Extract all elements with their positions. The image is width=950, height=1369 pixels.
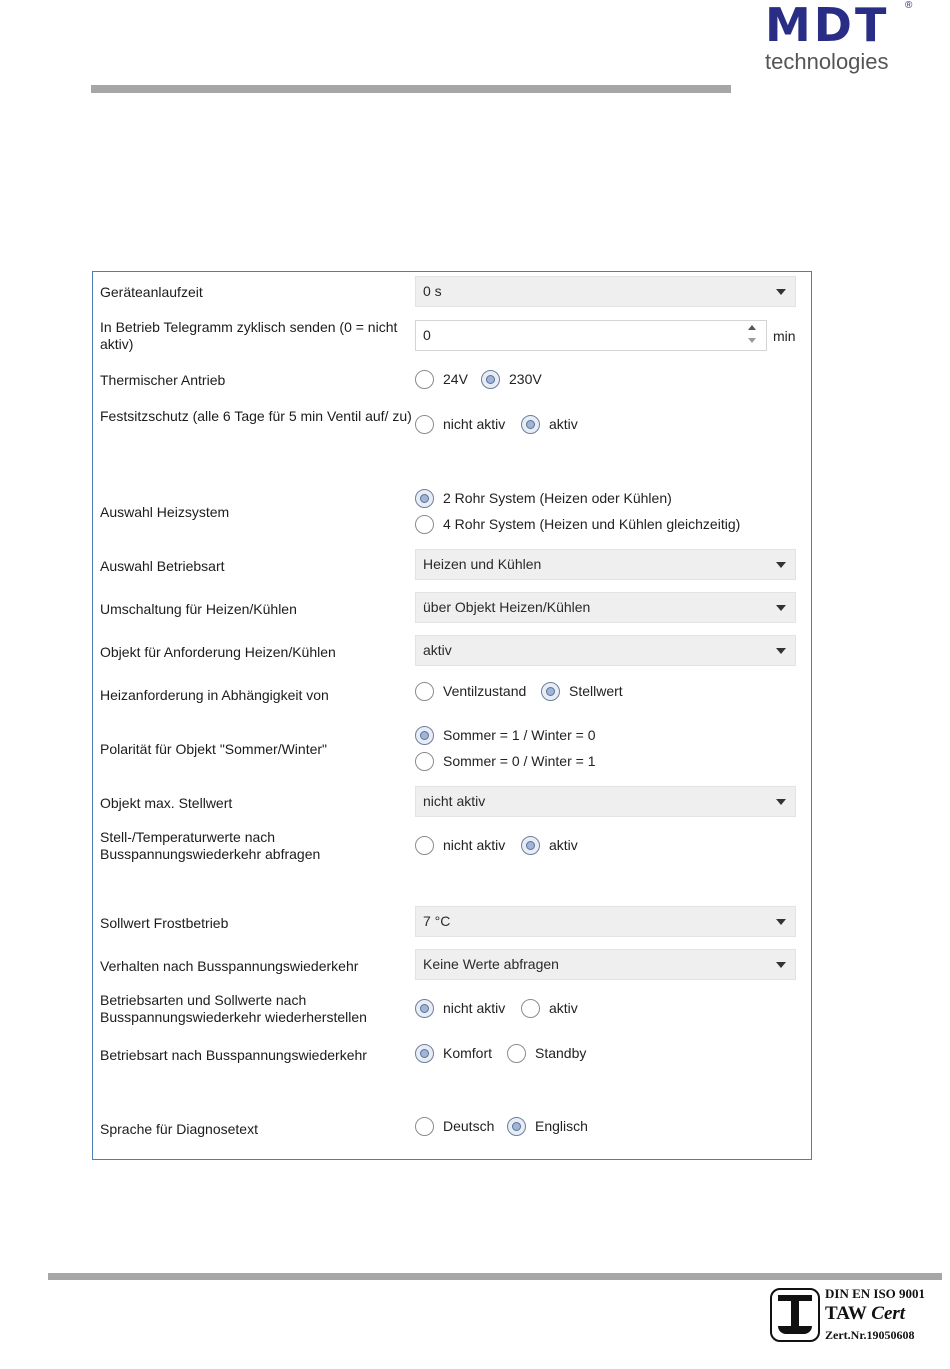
cyclic-send-input[interactable] (415, 320, 767, 351)
select-value: 0 s (423, 283, 442, 299)
radio-button-selected[interactable] (415, 489, 434, 508)
radio-label: Standby (535, 1045, 587, 1061)
radio-button-selected[interactable] (415, 726, 434, 745)
header-divider (91, 85, 731, 93)
max-value-object-select[interactable] (415, 786, 796, 817)
radio-button[interactable] (415, 415, 434, 434)
operating-mode-select[interactable] (415, 549, 796, 580)
cert-number: Zert.Nr.19050608 (825, 1328, 915, 1342)
param-label: Stell-/Temperaturwerte nach Busspannungswiederkehr abfragen (100, 829, 321, 862)
unit-label: min (773, 328, 796, 344)
parameter-panel (92, 271, 812, 1160)
param-label: Objekt für Anforderung Heizen/Kühlen (100, 644, 336, 660)
mdt-logo (762, 0, 922, 78)
radio-button[interactable] (415, 682, 434, 701)
param-label: Sollwert Frostbetrieb (100, 915, 229, 931)
cert-standard: DIN EN ISO 9001 (825, 1286, 926, 1301)
radio-label: Sommer = 1 / Winter = 0 (443, 727, 596, 743)
chevron-down-icon (776, 562, 786, 568)
radio-24v[interactable] (415, 369, 468, 389)
radio-label: 230V (509, 371, 542, 387)
request-object-select[interactable] (415, 635, 796, 666)
input-value: 0 (423, 327, 431, 343)
radio-restore-off[interactable] (415, 998, 505, 1018)
select-value: 7 °C (423, 913, 451, 929)
radio-label: aktiv (549, 837, 578, 853)
chevron-down-icon (776, 962, 786, 968)
footer-divider (48, 1273, 942, 1280)
param-label: Auswahl Heizsystem (100, 504, 230, 520)
taw-cert-icon (770, 1288, 820, 1342)
cert-issuer-suffix: Cert (871, 1303, 906, 1324)
param-label: Festsitzschutz (alle 6 Tage für 5 min Ventil auf/ zu) (100, 408, 412, 424)
radio-button[interactable] (507, 1044, 526, 1063)
radio-query-on[interactable] (521, 835, 578, 855)
radio-button[interactable] (415, 1117, 434, 1136)
switchover-select[interactable] (415, 592, 796, 623)
radio-label: aktiv (549, 1000, 578, 1016)
radio-button[interactable] (415, 752, 434, 771)
radio-button[interactable] (521, 999, 540, 1018)
radio-label: Stellwert (569, 683, 623, 699)
radio-label: nicht aktiv (443, 416, 506, 432)
radio-button-selected[interactable] (415, 999, 434, 1018)
radio-komfort[interactable] (415, 1043, 492, 1063)
select-value: Keine Werte abfragen (423, 956, 559, 972)
radio-standby[interactable] (507, 1043, 586, 1063)
radio-button[interactable] (415, 836, 434, 855)
radio-button-selected[interactable] (481, 370, 500, 389)
radio-summer-0[interactable] (415, 751, 596, 771)
radio-button-selected[interactable] (521, 415, 540, 434)
radio-label: aktiv (549, 416, 578, 432)
radio-label: 2 Rohr System (Heizen oder Kühlen) (443, 490, 672, 506)
radio-label: Ventilzustand (443, 683, 527, 699)
param-label: Betriebsart nach Busspannungswiederkehr (100, 1047, 367, 1063)
radio-valve-state[interactable] (415, 681, 526, 701)
radio-label: nicht aktiv (443, 1000, 506, 1016)
radio-button[interactable] (415, 515, 434, 534)
select-value: Heizen und Kühlen (423, 556, 542, 572)
select-value: aktiv (423, 642, 452, 658)
chevron-down-icon (776, 919, 786, 925)
param-label: Verhalten nach Busspannungswiederkehr (100, 958, 359, 974)
radio-control-value[interactable] (541, 681, 623, 701)
radio-button-selected[interactable] (541, 682, 560, 701)
certification-badge (768, 1286, 938, 1346)
bus-recovery-behavior-select[interactable] (415, 949, 796, 980)
radio-button-selected[interactable] (521, 836, 540, 855)
spinner[interactable] (748, 325, 758, 347)
param-label: In Betrieb Telegramm zyklisch senden (0 = nicht aktiv) (100, 319, 398, 352)
frost-setpoint-select[interactable] (415, 906, 796, 937)
param-label: Polarität für Objekt "Sommer/Winter" (100, 741, 328, 757)
radio-label: Deutsch (443, 1118, 495, 1134)
radio-4pipe[interactable] (415, 514, 740, 534)
chevron-down-icon (776, 648, 786, 654)
radio-label: 24V (443, 371, 468, 387)
radio-button-selected[interactable] (507, 1117, 526, 1136)
spin-up-icon[interactable] (748, 325, 756, 330)
radio-query-off[interactable] (415, 835, 505, 855)
param-label: Heizanforderung in Abhängigkeit von (100, 687, 329, 703)
logo-subtitle: technologies (765, 49, 889, 74)
cert-issuer (825, 1303, 905, 1325)
param-label: Geräteanlaufzeit (100, 284, 203, 300)
radio-button-selected[interactable] (415, 1044, 434, 1063)
param-label: Auswahl Betriebsart (100, 558, 225, 574)
radio-label: Komfort (443, 1045, 493, 1061)
radio-summer-1[interactable] (415, 725, 596, 745)
param-label: Thermischer Antrieb (100, 372, 226, 388)
spin-down-icon[interactable] (748, 338, 756, 343)
radio-label: 4 Rohr System (Heizen und Kühlen gleichzeitig) (443, 516, 741, 532)
chevron-down-icon (776, 799, 786, 805)
radio-label: nicht aktiv (443, 837, 506, 853)
radio-label: Englisch (535, 1118, 588, 1134)
param-label: Betriebsarten und Sollwerte nach Busspannungswiederkehr wiederherstellen (100, 992, 367, 1025)
radio-2pipe[interactable] (415, 488, 672, 508)
logo-mark: MDT (765, 0, 890, 52)
param-label: Umschaltung für Heizen/Kühlen (100, 601, 297, 617)
radio-230v[interactable] (481, 369, 542, 389)
registered-mark: ® (905, 0, 913, 11)
param-label: Sprache für Diagnosetext (100, 1121, 258, 1137)
radio-restore-on[interactable] (521, 998, 578, 1018)
radio-seize-off[interactable] (415, 414, 505, 434)
radio-deutsch[interactable] (415, 1116, 494, 1136)
select-value: über Objekt Heizen/Kühlen (423, 599, 591, 615)
radio-englisch[interactable] (507, 1116, 588, 1136)
radio-button[interactable] (415, 370, 434, 389)
radio-label: Sommer = 0 / Winter = 1 (443, 753, 596, 769)
radio-seize-on[interactable] (521, 414, 578, 434)
startup-time-select[interactable] (415, 276, 796, 307)
select-value: nicht aktiv (423, 793, 486, 809)
param-label: Objekt max. Stellwert (100, 795, 233, 811)
cert-issuer-name: TAW (825, 1303, 867, 1324)
chevron-down-icon (776, 605, 786, 611)
chevron-down-icon (776, 289, 786, 295)
